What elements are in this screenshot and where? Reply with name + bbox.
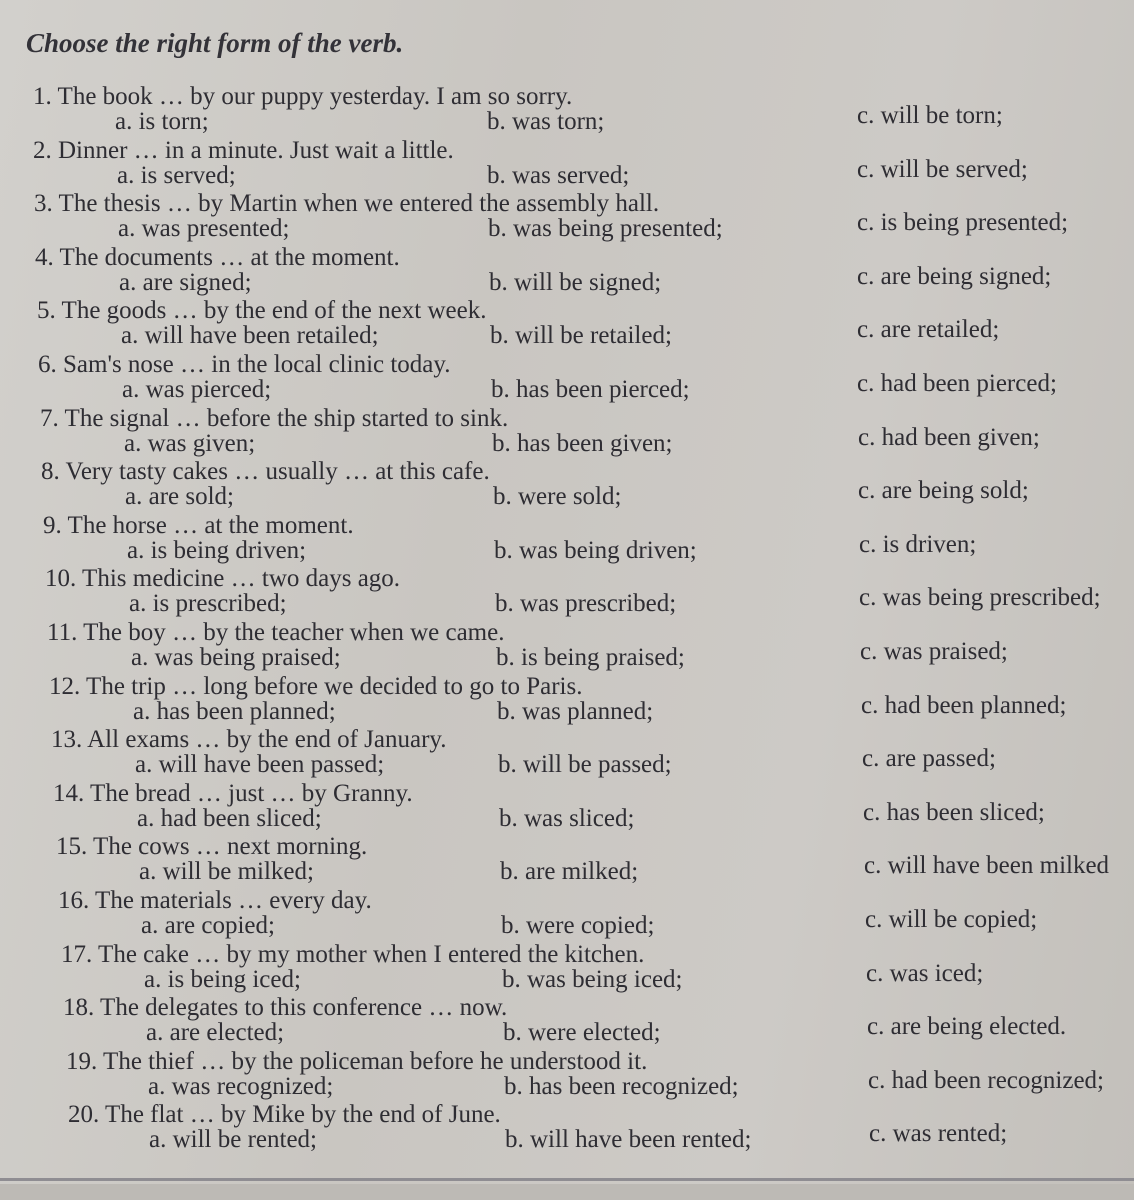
option-b: b. will be passed; [498, 751, 672, 779]
option-b: b. was prescribed; [495, 590, 677, 618]
question-stem: 20. The flat … by Mike by the end of June. [68, 1101, 501, 1129]
option-b: b. was torn; [487, 108, 605, 135]
question-item [0, 1047, 1134, 1101]
option-c: c. had been recognized; [868, 1066, 1104, 1094]
option-a: a. will have been retailed; [121, 322, 379, 350]
question-item [0, 725, 1134, 779]
option-b: b. was being driven; [494, 536, 697, 564]
option-a: a. is being iced; [144, 965, 301, 993]
option-c: c. are passed; [862, 745, 996, 773]
option-c: c. was praised; [860, 637, 1008, 665]
option-c: c. was being prescribed; [859, 584, 1101, 612]
question-stem: 6. Sam's nose … in the local clinic today. [38, 350, 451, 378]
option-a: a. is prescribed; [129, 590, 287, 618]
option-a: a. is being driven; [127, 536, 307, 564]
option-b: b. is being praised; [496, 643, 685, 671]
option-c: c. had been planned; [861, 691, 1067, 719]
question-stem: 14. The bread … just … by Granny. [53, 779, 413, 807]
option-c: c. had been pierced; [857, 369, 1057, 397]
question-item [0, 404, 1134, 458]
option-b: b. has been recognized; [504, 1072, 739, 1100]
question-item [0, 993, 1134, 1047]
question-stem: 11. The boy … by the teacher when we came. [47, 618, 505, 646]
question-item [0, 243, 1134, 297]
option-b: b. were elected; [503, 1019, 661, 1047]
question-item [0, 82, 1134, 136]
option-b: b. will have been rented; [505, 1126, 752, 1154]
question-stem: 1. The book … by our puppy yesterday. I am so sorry. [33, 83, 573, 110]
option-b: b. has been given; [492, 429, 673, 457]
option-c: c. are retailed; [857, 316, 1000, 344]
option-a: a. are copied; [141, 911, 275, 939]
option-b: b. are milked; [500, 858, 639, 886]
exercise-title: Choose the right form of the verb. [26, 28, 404, 58]
option-c: c. had been given; [858, 423, 1040, 451]
option-b: b. has been pierced; [491, 375, 690, 403]
question-item [0, 832, 1134, 886]
option-b: b. will be signed; [489, 268, 662, 296]
question-list [0, 82, 1134, 1154]
option-c: c. will be torn; [857, 102, 1003, 129]
question-item [0, 511, 1134, 565]
option-a: a. is torn; [115, 108, 209, 135]
question-stem: 2. Dinner … in a minute. Just wait a little. [33, 136, 454, 164]
question-stem: 4. The documents … at the moment. [35, 243, 400, 271]
option-b: b. were sold; [493, 483, 622, 511]
option-a: a. will have been passed; [135, 751, 385, 779]
option-c: c. will be copied; [865, 905, 1038, 933]
option-a: a. will be rented; [149, 1126, 317, 1154]
question-item [0, 296, 1134, 350]
option-c: c. are being elected. [867, 1013, 1067, 1041]
question-stem: 17. The cake … by my mother when I entered the kitchen. [61, 940, 645, 968]
question-stem: 19. The thief … by the policeman before he understood it. [66, 1047, 648, 1075]
question-item [0, 136, 1134, 190]
option-c: c. was rented; [869, 1120, 1008, 1148]
option-a: a. has been planned; [133, 697, 336, 725]
option-c: c. will be served; [857, 155, 1028, 183]
option-b: b. were copied; [501, 911, 655, 939]
question-item [0, 564, 1134, 618]
question-item [0, 779, 1134, 833]
question-item [0, 886, 1134, 940]
question-item [0, 350, 1134, 404]
page-edge [0, 1184, 1134, 1200]
option-b: b. was served; [487, 161, 630, 189]
option-c: c. has been sliced; [863, 798, 1045, 826]
option-a: a. are sold; [125, 483, 234, 511]
option-b: b. was being presented; [488, 215, 723, 243]
page-divider [0, 1178, 1134, 1181]
option-c: c. is being presented; [857, 209, 1069, 237]
option-b: b. was being iced; [502, 965, 683, 993]
question-stem: 18. The delegates to this conference … now. [63, 994, 508, 1022]
question-item [0, 189, 1134, 243]
option-a: a. was recognized; [148, 1072, 334, 1100]
question-item [0, 618, 1134, 672]
question-stem: 3. The thesis … by Martin when we entered the assembly hall. [34, 190, 660, 218]
option-b: b. was planned; [497, 697, 654, 725]
option-a: a. was presented; [118, 215, 290, 243]
option-c: c. was iced; [866, 959, 984, 987]
question-stem: 5. The goods … by the end of the next week. [37, 297, 487, 325]
option-c: c. are being signed; [857, 262, 1052, 290]
option-a: a. was pierced; [122, 375, 272, 403]
option-a: a. had been sliced; [137, 804, 322, 832]
option-c: c. are being sold; [858, 477, 1029, 505]
question-stem: 13. All exams … by the end of January. [51, 726, 447, 754]
question-stem: 16. The materials … every day. [58, 886, 372, 914]
question-stem: 15. The cows … next morning. [56, 833, 368, 861]
question-item [0, 1100, 1134, 1154]
question-stem: 8. Very tasty cakes … usually … at this cafe. [41, 458, 490, 486]
option-c: c. is driven; [859, 530, 977, 558]
question-stem: 10. This medicine … two days ago. [45, 565, 401, 593]
question-item [0, 457, 1134, 511]
question-item [0, 672, 1134, 726]
question-item [0, 940, 1134, 994]
option-c: c. will have been milked [864, 852, 1110, 880]
option-a: a. are elected; [146, 1019, 285, 1047]
question-stem: 9. The horse … at the moment. [43, 511, 354, 539]
option-a: a. are signed; [119, 268, 252, 296]
option-a: a. is served; [117, 161, 236, 189]
option-a: a. was being praised; [131, 643, 341, 671]
question-stem: 12. The trip … long before we decided to go to Paris. [49, 672, 583, 700]
option-b: b. will be retailed; [490, 322, 672, 350]
option-b: b. was sliced; [499, 804, 635, 832]
option-a: a. will be milked; [139, 858, 314, 886]
option-a: a. was given; [124, 429, 256, 457]
question-stem: 7. The signal … before the ship started to sink. [40, 404, 509, 432]
